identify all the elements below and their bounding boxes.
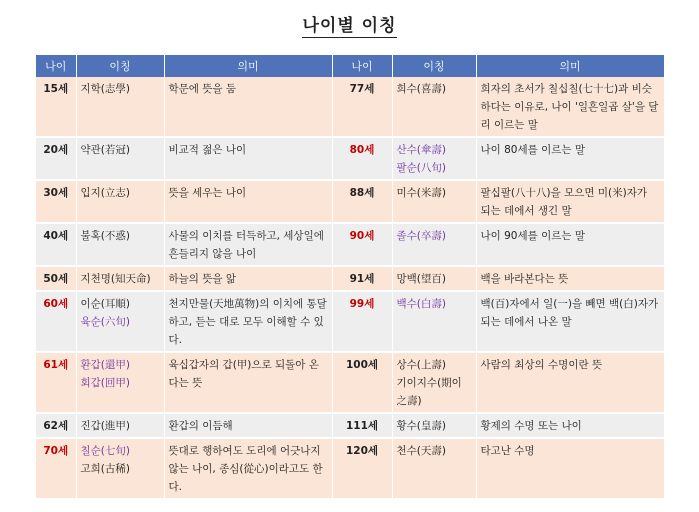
age-cell: 60세: [36, 291, 76, 352]
alias-cell: 백수(白壽): [392, 291, 476, 352]
meaning-cell: 뜻을 세우는 나이: [164, 180, 332, 223]
page-title: 나이별 이칭: [302, 16, 397, 36]
age-cell: 50세: [36, 266, 76, 291]
meaning-cell: 백을 바라본다는 뜻: [476, 266, 664, 291]
age-cell: 61세: [36, 352, 76, 413]
alias-cell: 망백(望百): [392, 266, 476, 291]
alias-cell: 입지(立志): [76, 180, 164, 223]
table-row: [36, 77, 664, 137]
alias-cell: 환갑(還甲) 회갑(回甲): [76, 352, 164, 413]
meaning-cell: 뜻대로 행하여도 도리에 어긋나지 않는 나이, 종심(從心)이라고도 한다.: [164, 438, 332, 499]
alias-cell: 희수(喜壽): [392, 77, 476, 137]
alias-cell: 천수(天壽): [392, 438, 476, 499]
alias-cell: 졸수(卒壽): [392, 223, 476, 266]
header-age-1: 나이: [36, 55, 76, 77]
header-age-2: 나이: [332, 55, 392, 77]
table-row: [36, 180, 664, 223]
meaning-cell: 희자의 초서가 칠십칠(七十七)과 비슷하다는 이유로, 나이 '일흔일곱 살'을 달리 이르는 말: [476, 77, 664, 137]
age-cell: 91세: [332, 266, 392, 291]
age-cell: 111세: [332, 413, 392, 438]
meaning-cell: 사물의 이치를 터득하고, 세상일에 흔들리지 않을 나이: [164, 223, 332, 266]
meaning-cell: 학문에 뜻을 둠: [164, 77, 332, 137]
alias-cell: 지천명(知天命): [76, 266, 164, 291]
age-cell: 30세: [36, 180, 76, 223]
header-name-2: 이칭: [392, 55, 476, 77]
meaning-cell: 비교적 젊은 나이: [164, 137, 332, 180]
alias-cell: 산수(傘壽) 팔순(八旬): [392, 137, 476, 180]
header-meaning-2: 의미: [476, 55, 664, 77]
meaning-cell: 나이 90세를 이르는 말: [476, 223, 664, 266]
meaning-cell: 육십갑자의 갑(甲)으로 되돌아 온다는 뜻: [164, 352, 332, 413]
age-names-table: [36, 55, 665, 500]
alias-cell: 칠순(七旬) 고희(古稀): [76, 438, 164, 499]
meaning-cell: 환갑의 이듬해: [164, 413, 332, 438]
alias-cell: 황수(皇壽): [392, 413, 476, 438]
header-meaning-1: 의미: [164, 55, 332, 77]
alias-cell: 이순(耳順) 육순(六旬): [76, 291, 164, 352]
table-row: [36, 223, 664, 266]
table-row: [36, 266, 664, 291]
age-cell: 88세: [332, 180, 392, 223]
age-cell: 99세: [332, 291, 392, 352]
age-cell: 80세: [332, 137, 392, 180]
meaning-cell: 하늘의 뜻을 앎: [164, 266, 332, 291]
age-cell: 62세: [36, 413, 76, 438]
meaning-cell: 사람의 최상의 수명이란 뜻: [476, 352, 664, 413]
meaning-cell: 천지만물(天地萬物)의 이치에 통달하고, 듣는 대로 모두 이해할 수 있다.: [164, 291, 332, 352]
table-row: [36, 137, 664, 180]
age-cell: 20세: [36, 137, 76, 180]
alias-cell: 미수(米壽): [392, 180, 476, 223]
meaning-cell: 백(百)자에서 일(一)을 빼면 백(白)자가 되는 데에서 나온 말: [476, 291, 664, 352]
age-cell: 90세: [332, 223, 392, 266]
table-row: [36, 352, 664, 413]
table-row: [36, 413, 664, 438]
age-cell: 120세: [332, 438, 392, 499]
meaning-cell: 타고난 수명: [476, 438, 664, 499]
age-cell: 77세: [332, 77, 392, 137]
alias-cell: 진갑(進甲): [76, 413, 164, 438]
alias-cell: 약관(若冠): [76, 137, 164, 180]
meaning-cell: 나이 80세를 이르는 말: [476, 137, 664, 180]
meaning-cell: 팔십팔(八十八)을 모으면 미(米)자가 되는 데에서 생긴 말: [476, 180, 664, 223]
table-row: [36, 438, 664, 499]
age-cell: 40세: [36, 223, 76, 266]
alias-cell: 불혹(不惑): [76, 223, 164, 266]
meaning-cell: 황제의 수명 또는 나이: [476, 413, 664, 438]
age-cell: 15세: [36, 77, 76, 137]
table-row: [36, 291, 664, 352]
alias-cell: 상수(上壽) 기이지수(期이之壽): [392, 352, 476, 413]
header-name-1: 이칭: [76, 55, 164, 77]
table-header-row: [36, 55, 664, 77]
age-cell: 100세: [332, 352, 392, 413]
age-cell: 70세: [36, 438, 76, 499]
alias-cell: 지학(志學): [76, 77, 164, 137]
